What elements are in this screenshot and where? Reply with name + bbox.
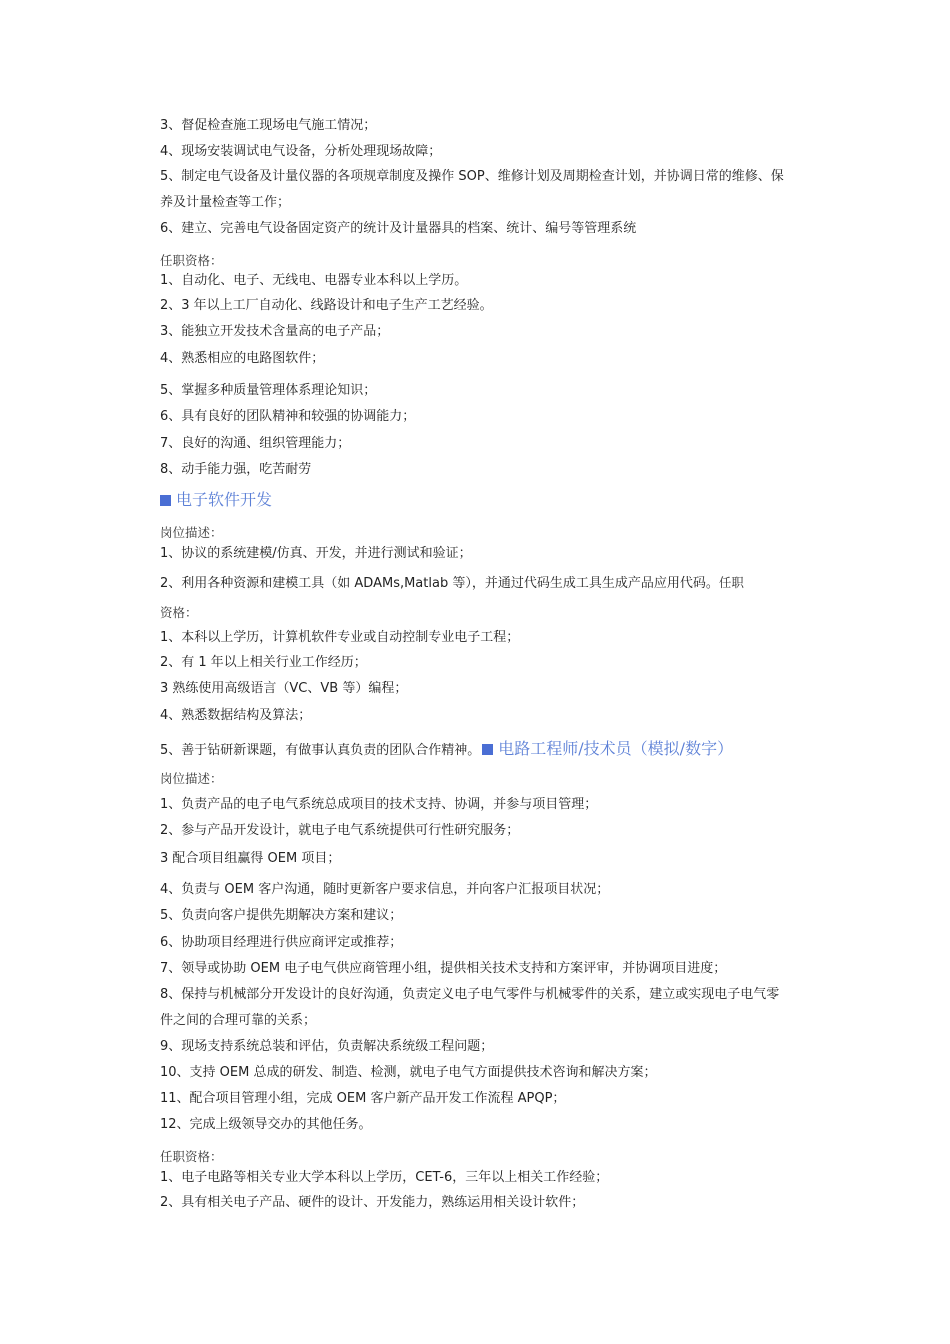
square-bullet-icon xyxy=(482,744,493,755)
duty-item: 3 配合项目组赢得 OEM 项目； xyxy=(160,851,341,866)
duty-item: 4、现场安装调试电气设备，分析处理现场故障； xyxy=(160,144,442,159)
requirement-item: 2、3 年以上工厂自动化、线路设计和电子生产工艺经验。 xyxy=(160,298,493,313)
requirement-item: 8、动手能力强，吃苦耐劳 xyxy=(160,462,312,477)
requirement-item-with-heading xyxy=(160,738,800,760)
duty-item: 8、保持与机械部分开发设计的良好沟通，负责定义电子电气零件与机械零件的关系，建立或实现电子电气零件之间的合理可靠的关系； xyxy=(160,987,780,1028)
square-bullet-icon xyxy=(160,495,171,506)
requirement-item: 2、具有相关电子产品、硬件的设计、开发能力，熟练运用相关设计软件； xyxy=(160,1195,585,1210)
duty-item: 12、完成上级领导交办的其他任务。 xyxy=(160,1117,372,1132)
requirements-label: 任职资格： xyxy=(160,253,223,268)
duty-item: 5、负责向客户提供先期解决方案和建议； xyxy=(160,908,403,923)
requirement-item: 2、有 1 年以上相关行业工作经历； xyxy=(160,655,367,670)
section-heading xyxy=(482,739,733,758)
requirement-item: 5、善于钻研新课题，有做事认真负责的团队合作精神。 xyxy=(160,743,481,758)
requirements-label: 任职资格： xyxy=(160,1149,223,1164)
requirement-item: 3 熟练使用高级语言（VC、VB 等）编程； xyxy=(160,681,408,696)
requirement-item: 4、熟悉相应的电路图软件； xyxy=(160,351,325,366)
requirements-label-part: 资格： xyxy=(160,605,198,620)
duty-item: 6、协助项目经理进行供应商评定或推荐； xyxy=(160,935,403,950)
requirement-item: 6、具有良好的团队精神和较强的协调能力； xyxy=(160,409,416,424)
requirement-item: 3、能独立开发技术含量高的电子产品； xyxy=(160,324,390,339)
description-label: 岗位描述： xyxy=(160,771,223,786)
section-heading xyxy=(160,489,800,511)
requirement-item: 1、本科以上学历，计算机软件专业或自动控制专业电子工程； xyxy=(160,630,520,645)
duty-item: 5、制定电气设备及计量仪器的各项规章制度及操作 SOP、维修计划及周期检查计划，并协调日常的维修、保养及计量检查等工作； xyxy=(160,169,784,210)
duty-item xyxy=(160,574,800,593)
duty-item: 1、协议的系统建模/仿真、开发，并进行测试和验证； xyxy=(160,546,472,561)
requirement-item: 4、熟悉数据结构及算法； xyxy=(160,708,312,723)
requirement-item: 1、电子电路等相关专业大学本科以上学历，CET-6，三年以上相关工作经验； xyxy=(160,1170,609,1185)
requirement-item: 1、自动化、电子、无线电、电器专业本科以上学历。 xyxy=(160,273,468,288)
section-heading-text: 电路工程师/技术员（模拟/数字） xyxy=(498,739,734,758)
requirements-label-part: 任职 xyxy=(718,575,744,590)
requirement-item: 5、掌握多种质量管理体系理论知识； xyxy=(160,383,377,398)
duty-item: 9、现场支持系统总装和评估，负责解决系统级工程问题； xyxy=(160,1039,494,1054)
duty-item: 1、负责产品的电子电气系统总成项目的技术支持、协调，并参与项目管理； xyxy=(160,797,598,812)
section-heading-text: 电子软件开发 xyxy=(176,490,273,509)
duty-item: 4、负责与 OEM 客户沟通，随时更新客户要求信息，并向客户汇报项目状况； xyxy=(160,882,610,897)
duty-item: 2、参与产品开发设计，就电子电气系统提供可行性研究服务； xyxy=(160,823,520,838)
duty-item: 3、督促检查施工现场电气施工情况； xyxy=(160,118,377,133)
duty-item: 6、建立、完善电气设备固定资产的统计及计量器具的档案、统计、编号等管理系统 xyxy=(160,221,637,236)
duty-item-text: 2、利用各种资源和建模工具（如 ADAMs,Matlab 等），并通过代码生成工具生成产品应用代码。 xyxy=(160,576,719,591)
duty-item: 10、支持 OEM 总成的研发、制造、检测，就电子电气方面提供技术咨询和解决方案； xyxy=(160,1065,657,1080)
duty-item: 11、配合项目管理小组，完成 OEM 客户新产品开发工作流程 APQP； xyxy=(160,1091,566,1106)
description-label: 岗位描述： xyxy=(160,525,223,540)
duty-item: 7、领导或协助 OEM 电子电气供应商管理小组，提供相关技术支持和方案评审，并协调项目进度； xyxy=(160,961,727,976)
requirement-item: 7、良好的沟通、组织管理能力； xyxy=(160,436,351,451)
